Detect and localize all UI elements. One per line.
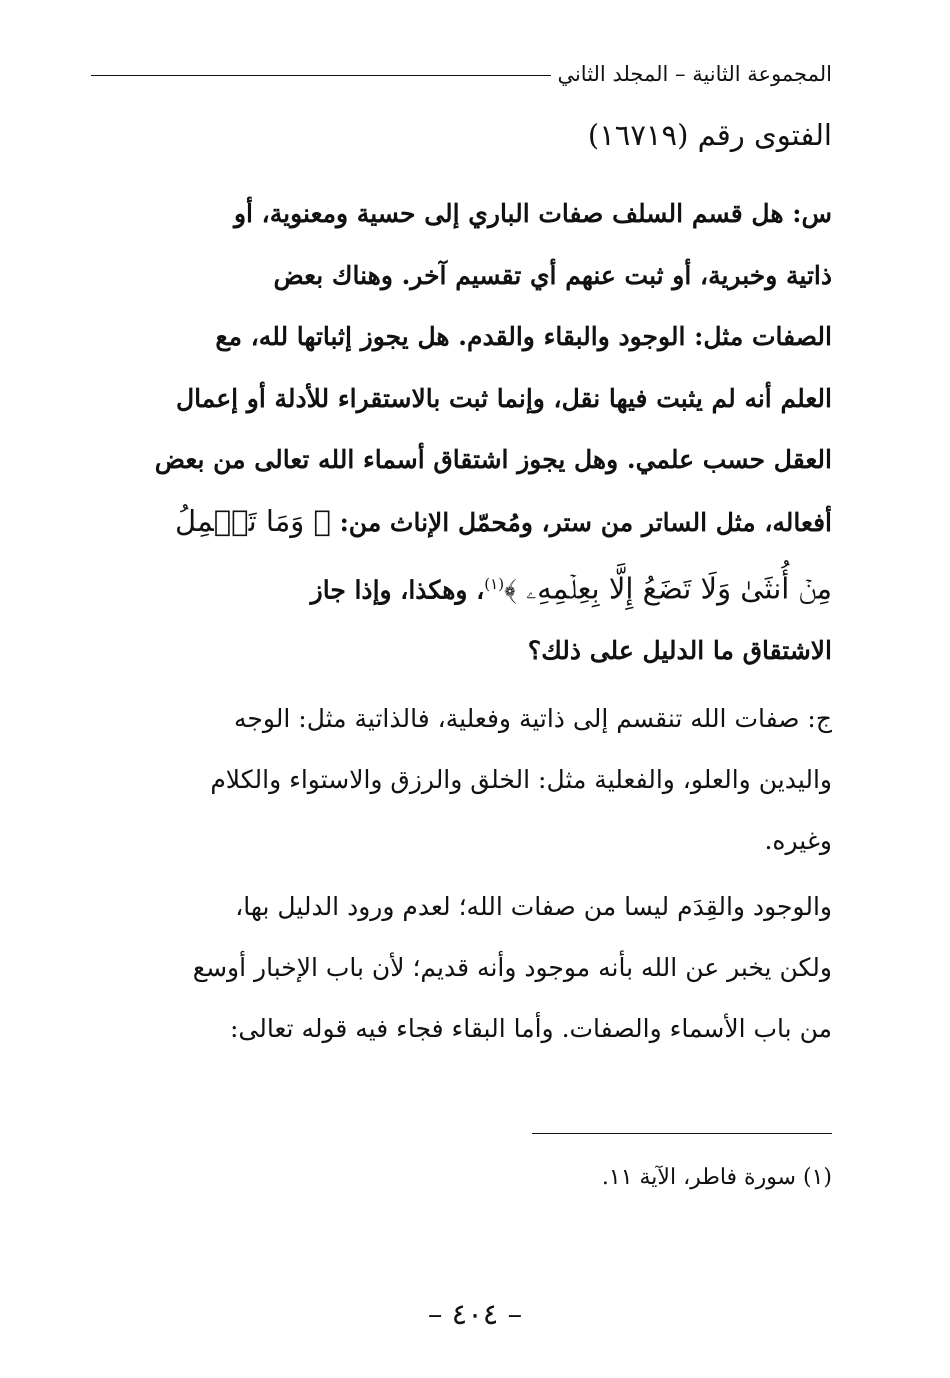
- answer-line: من باب الأسماء والصفات. وأما البقاء فجاء فيه قوله تعالى:: [229, 1014, 832, 1043]
- question-line-text: أفعاله، مثل الساتر من ستر، ومُحمّل الإناث من:: [339, 507, 832, 537]
- answer-line: والوجود والقِدَم ليسا من صفات الله؛ لعدم ورود الدليل بها،: [235, 892, 832, 921]
- header-rule: [91, 75, 551, 76]
- answer-paragraph-2: [120, 876, 832, 1059]
- answer-line: وغيره.: [764, 826, 832, 855]
- running-header: [117, 58, 832, 90]
- fatwa-number: الفتوى رقم (١٦٧١٩): [587, 118, 832, 152]
- footnote-reference: (١): [484, 574, 505, 593]
- quran-verse-part2: مِنۡ أُنثَىٰ وَلَا تَضَعُ إِلَّا بِعِلۡمِهِۦ ﴾: [504, 570, 832, 605]
- answer-line: واليدين والعلو، والفعلية مثل: الخلق والرزق والاستواء والكلام: [210, 765, 832, 794]
- question-line-with-verse: [120, 491, 832, 554]
- question-line-verse-continued: [120, 554, 832, 621]
- quran-verse-part1: ﴿ وَمَا تَحۡمِلُ: [175, 503, 331, 538]
- footnote: (١) سورة فاطر، الآية ١١.: [601, 1165, 832, 1190]
- question-last-line: الاشتقاق ما الدليل على ذلك؟: [527, 636, 832, 666]
- running-title: المجموعة الثانية – المجلد الثاني: [557, 62, 832, 86]
- answer-paragraph-1: [120, 688, 832, 871]
- answer-line: ج: صفات الله تنقسم إلى ذاتية وفعلية، فالذاتية مثل: الوجه: [234, 704, 832, 733]
- footnote-separator: [532, 1133, 832, 1134]
- after-verse-text: ، وهكذا، وإذا جاز: [310, 574, 485, 604]
- question-line: س: هل قسم السلف صفات الباري إلى حسية ومعنوية، أو: [233, 199, 832, 228]
- answer-line: ولكن يخبر عن الله بأنه موجود وأنه قديم؛ لأن باب الإخبار أوسع: [192, 953, 832, 982]
- question-paragraph: [120, 183, 832, 682]
- question-line: ذاتية وخبرية، أو ثبت عنهم أي تقسيم آخر. وهناك بعض: [273, 260, 832, 290]
- question-line: العلم أنه لم يثبت فيها نقل، وإنما ثبت بالاستقراء للأدلة أو إعمال: [175, 383, 832, 413]
- page-number: – ٤٠٤ –: [427, 1297, 523, 1331]
- question-line: العقل حسب علمي. وهل يجوز اشتقاق أسماء الله تعالى من بعض: [154, 445, 832, 475]
- question-line: الصفات مثل: الوجود والبقاء والقدم. هل يجوز إثباتها لله، مع: [215, 322, 832, 352]
